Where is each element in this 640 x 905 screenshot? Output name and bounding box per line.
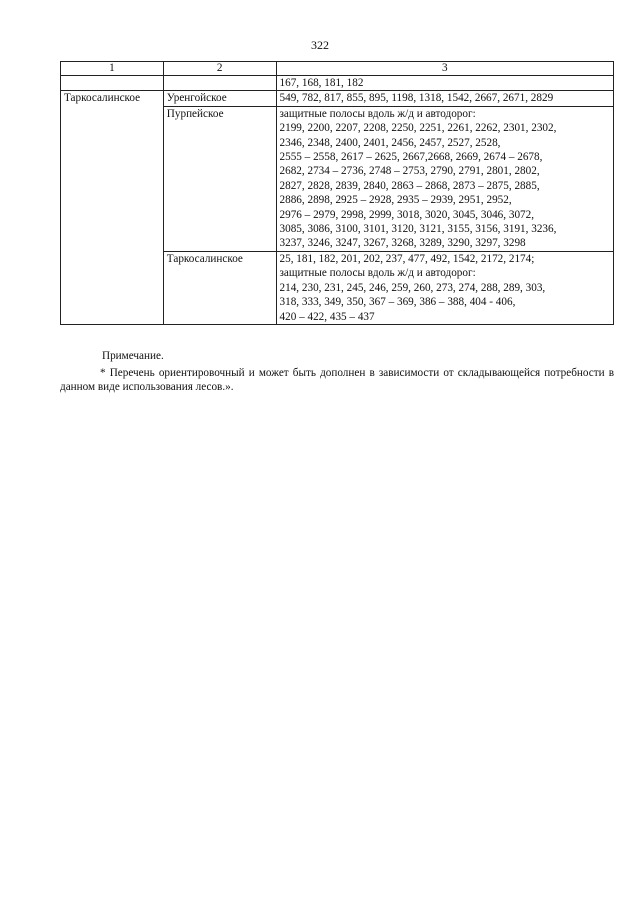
plots-line: 2682, 2734 – 2736, 2748 – 2753, 2790, 2791, 2801, 2802, (279, 165, 540, 178)
plots-cell (276, 251, 614, 324)
plots-line: 3237, 3246, 3247, 3267, 3268, 3289, 3290, 3297, 3298 (279, 237, 526, 250)
plots-line: 2827, 2828, 2839, 2840, 2863 – 2868, 2873 – 2875, 2885, (279, 179, 540, 192)
plots-line: 549, 782, 817, 855, 895, 1198, 1318, 1542, 2667, 2671, 2829 (279, 92, 554, 105)
forestry-name-cell: Таркосалинское (163, 251, 276, 324)
plots-cell (276, 91, 614, 106)
column-header-1: 1 (61, 62, 164, 76)
table-header-row (61, 62, 614, 76)
plots-line: 2555 – 2558, 2617 – 2625, 2667,2668, 2669, 2674 – 2678, (279, 151, 543, 164)
plots-line: 318, 333, 349, 350, 367 – 369, 386 – 388, 404 - 406, (279, 296, 516, 309)
page-number: 322 (311, 38, 329, 52)
column-header-2: 2 (163, 62, 276, 76)
table-cell (163, 76, 276, 91)
table-row (61, 91, 614, 106)
plots-line: 2346, 2348, 2400, 2401, 2456, 2457, 2527, 2528, (279, 136, 501, 149)
plots-line: 25, 181, 182, 201, 202, 237, 477, 492, 1542, 2172, 2174; (279, 252, 535, 265)
plots-line: 2976 – 2979, 2998, 2999, 3018, 3020, 3045, 3046, 3072, (279, 208, 535, 221)
column-header-3: 3 (276, 62, 614, 76)
forestry-name-cell: Уренгойское (163, 91, 276, 106)
plots-line: защитные полосы вдоль ж/д и автодорог: (279, 107, 476, 120)
table-cell (61, 76, 164, 91)
plots-cell (276, 106, 614, 251)
plots-line: 2886, 2898, 2925 – 2928, 2935 – 2939, 2951, 2952, (279, 194, 512, 207)
note-text: * Перечень ориентировочный и может быть дополнен в зависимости от складывающейся потребности в данном виде использования лесов.». (60, 367, 614, 394)
table-row (61, 76, 614, 91)
note-title: Примечание. (102, 350, 164, 362)
forest-plots-table (60, 61, 614, 325)
plots-line: 3085, 3086, 3100, 3101, 3120, 3121, 3155, 3156, 3191, 3236, (279, 223, 557, 236)
forestry-name-cell: Пурпейское (163, 106, 276, 251)
plots-line: 2199, 2200, 2207, 2208, 2250, 2251, 2261, 2262, 2301, 2302, (279, 122, 557, 135)
plots-line: защитные полосы вдоль ж/д и автодорог: (279, 267, 476, 280)
continuation-cell: 167, 168, 181, 182 (276, 76, 614, 91)
plots-line: 214, 230, 231, 245, 246, 259, 260, 273, 274, 288, 289, 303, (279, 281, 546, 294)
plots-line: 420 – 422, 435 – 437 (279, 310, 375, 323)
region-cell: Таркосалинское (61, 91, 164, 325)
